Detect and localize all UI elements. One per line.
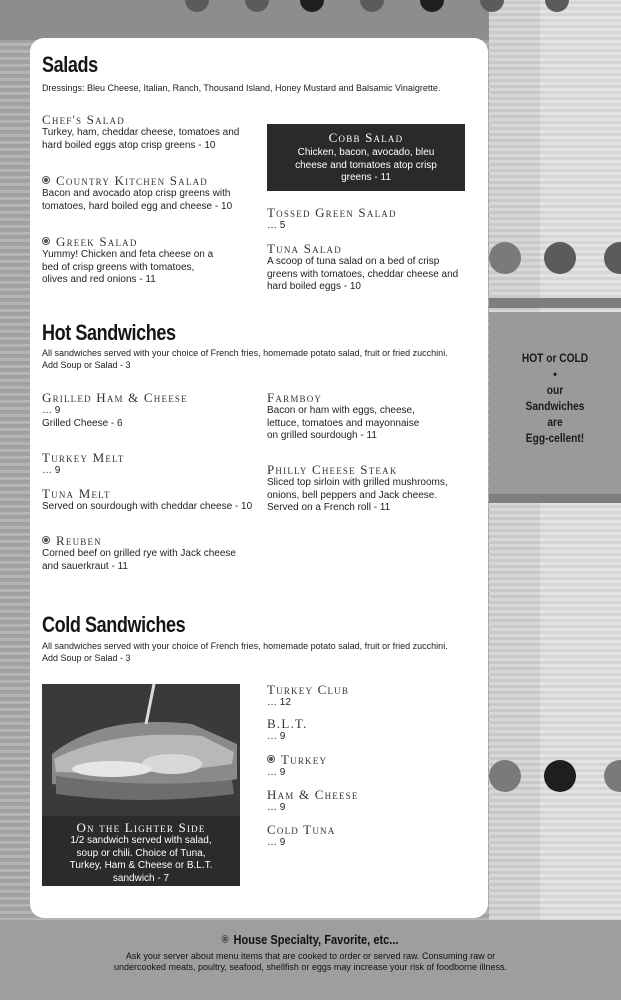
item-desc: … 9	[42, 465, 61, 476]
menu-item	[267, 787, 497, 815]
footer-note: Ask your server about menu items that are cooked to order or served raw. Consuming raw or undercooked meats, poultry, seafood, shellfish or eggs may increase your risk of foodborne illness.	[113, 951, 508, 972]
section-title-cold: Cold Sandwiches	[42, 612, 186, 637]
item-name: Turkey Club	[267, 682, 350, 697]
item-desc: Served on sourdough with cheddar cheese - 10	[42, 501, 253, 512]
item-desc: Chicken, bacon, avocado, bleu cheese and tomatoes atop crisp greens - 11	[295, 147, 437, 183]
item-name: Cold Tuna	[267, 822, 336, 837]
item-name-text: Greek Salad	[56, 234, 138, 249]
side-line: our	[546, 383, 564, 397]
menu-item	[267, 462, 497, 515]
side-line: Egg-cellent!	[525, 431, 585, 445]
menu-item	[267, 716, 497, 744]
item-desc: … 9	[267, 731, 286, 742]
item-desc: Bacon and avocado atop crisp greens with tomatoes, hard boiled egg and cheese - 10	[42, 188, 233, 212]
item-name-text: Reuben	[56, 533, 102, 548]
item-name	[267, 752, 497, 767]
item-desc: Corned beef on grilled rye with Jack cheese and sauerkraut - 11	[42, 548, 236, 572]
menu-item	[267, 205, 497, 233]
decor-bar	[489, 298, 621, 308]
item-name: Tuna Melt	[42, 486, 111, 501]
cold-note: All sandwiches served with your choice of French fries, homemade potato salad, fruit or fried zucchini. Add Soup or Salad - 3	[42, 641, 448, 663]
section-title-hot: Hot Sandwiches	[42, 320, 176, 345]
menu-item	[267, 390, 497, 443]
item-name: Ham & Cheese	[267, 787, 359, 802]
item-desc: … 9	[42, 405, 61, 416]
section-title-salads: Salads	[42, 52, 98, 77]
item-desc: … 9	[267, 802, 286, 813]
item-name: Cobb Salad	[328, 130, 404, 145]
decor-bar	[489, 493, 621, 503]
menu-item	[42, 533, 272, 573]
menu-item	[267, 682, 497, 710]
item-name	[42, 234, 272, 249]
footer	[0, 920, 621, 1000]
item-desc: Sliced top sirloin with grilled mushrooms, onions, bell peppers and Jack cheese. Served on a French roll - 11	[267, 477, 448, 513]
item-name: On the Lighter Side	[76, 820, 206, 835]
sandwich-image	[42, 684, 240, 816]
bullet-icon: •	[553, 367, 557, 381]
favorite-icon	[42, 536, 50, 544]
item-desc: Yummy! Chicken and feta cheese on a bed of crisp greens with tomatoes, olives and red onions - 11	[42, 249, 214, 285]
cobb-salad-box	[267, 124, 465, 191]
menu-item	[42, 234, 272, 287]
hot-note: All sandwiches served with your choice of French fries, homemade potato salad, fruit or fried zucchini. Add Soup or Salad - 3	[42, 348, 448, 370]
item-desc: Turkey, ham, cheddar cheese, tomatoes and hard boiled eggs atop crisp greens - 10	[42, 127, 240, 151]
menu-item	[267, 822, 497, 850]
footer-legend	[222, 932, 399, 947]
side-line: HOT or COLD	[521, 351, 589, 365]
side-promo	[489, 312, 621, 494]
item-name: Turkey Melt	[42, 450, 125, 465]
item-name-text: Country Kitchen Salad	[56, 173, 208, 188]
favorite-icon	[267, 755, 275, 763]
item-desc: … 5	[267, 220, 286, 231]
menu-item	[267, 241, 497, 294]
menu-item	[42, 486, 272, 514]
item-name: B.L.T.	[267, 716, 308, 731]
item-name: Tossed Green Salad	[267, 205, 397, 220]
side-promo-text	[522, 350, 588, 446]
item-desc: Grilled Cheese - 6	[42, 417, 123, 429]
menu-item	[42, 173, 272, 213]
lighter-side-box	[42, 684, 240, 886]
item-name: Grilled Ham & Cheese	[42, 390, 188, 405]
menu-item	[267, 752, 497, 780]
menu-item	[42, 450, 272, 478]
item-name	[42, 533, 272, 548]
favorite-icon	[42, 176, 50, 184]
item-desc: 1/2 sandwich served with salad, soup or chili. Choice of Tuna, Turkey, Ham & Cheese or B.L.T. sandwich - 7	[69, 835, 213, 884]
item-desc: … 9	[267, 837, 286, 848]
item-name: Philly Cheese Steak	[267, 462, 398, 477]
item-name: Tuna Salad	[267, 241, 342, 256]
dressings-note: Dressings: Bleu Cheese, Italian, Ranch, Thousand Island, Honey Mustard and Balsamic Vinaigrette.	[42, 83, 441, 93]
item-name: Farmboy	[267, 390, 323, 405]
lighter-side-caption	[42, 820, 240, 885]
menu-item	[42, 112, 272, 152]
item-desc: Bacon or ham with eggs, cheese, lettuce, tomatoes and mayonnaise on grilled sourdough - 11	[267, 405, 420, 441]
side-line: are	[547, 415, 563, 429]
decor-dot	[544, 760, 576, 792]
favorite-icon	[42, 237, 50, 245]
item-name-text: Turkey	[281, 752, 328, 767]
item-name	[42, 173, 272, 188]
side-line: Sandwiches	[525, 399, 585, 413]
sandwich-photo	[42, 684, 240, 816]
item-desc: … 12	[267, 697, 291, 708]
item-desc: A scoop of tuna salad on a bed of crisp greens with tomatoes, cheddar cheese and hard boiled eggs - 10	[267, 256, 459, 292]
item-name: Chef's Salad	[42, 112, 125, 127]
menu-item	[42, 390, 272, 430]
footer-legend-text: House Specialty, Favorite, etc...	[233, 932, 399, 947]
item-desc: … 9	[267, 767, 286, 778]
decor-dot	[544, 242, 576, 274]
favorite-icon	[222, 935, 229, 943]
